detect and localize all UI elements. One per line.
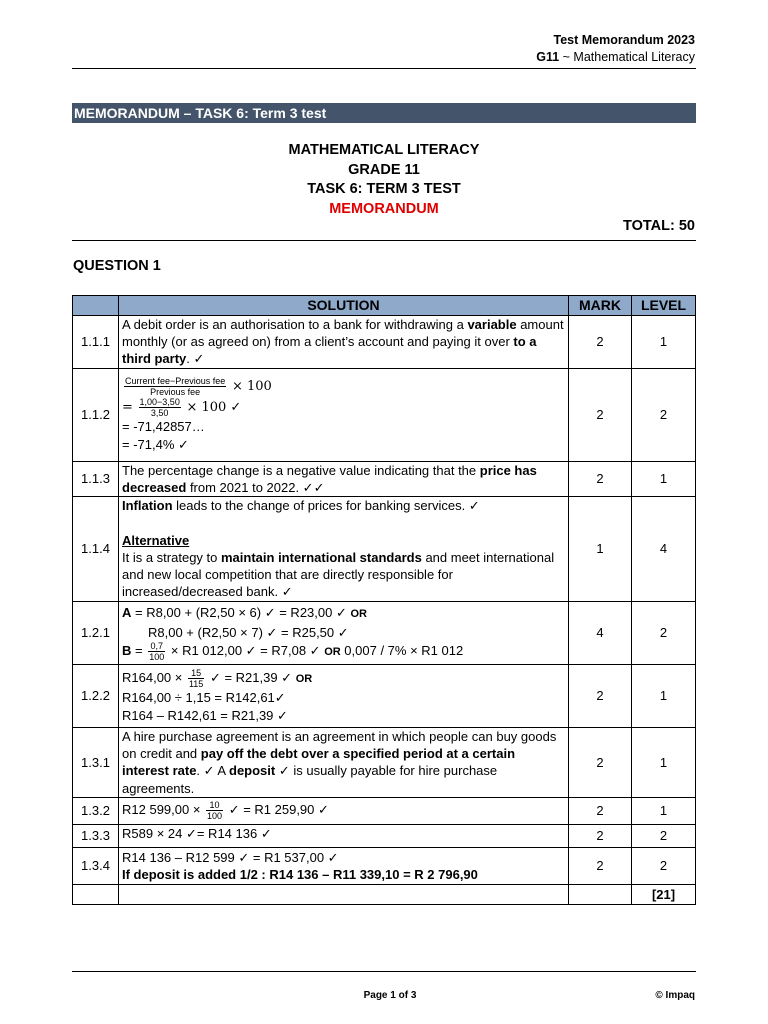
row-mark: 2 <box>569 665 632 728</box>
row-mark: 2 <box>569 368 632 461</box>
row-number: 1.1.2 <box>73 368 119 461</box>
table-row <box>73 797 696 824</box>
table-row <box>73 847 696 884</box>
row-solution: R164,00 × $\frac{15}{115}$ ✓ = R21,39 ✓ OR R164,00 ÷ 1,15 = R142,61✓ R164 – R142,61 = R21,39 ✓ <box>119 665 569 728</box>
row-number: 1.3.2 <box>73 797 119 824</box>
row-number: 1.3.4 <box>73 847 119 884</box>
row-level: 1 <box>632 797 696 824</box>
row-mark: 2 <box>569 847 632 884</box>
page-number: Page 1 of 3 <box>363 990 417 1001</box>
fraction: $\frac{15}{115}$ <box>188 668 204 690</box>
row-level: 1 <box>632 461 696 496</box>
page-header <box>536 32 695 66</box>
row-level: 1 <box>632 728 696 798</box>
section-band: MEMORANDUM – TASK 6: Term 3 test <box>72 103 696 123</box>
row-level: 1 <box>632 316 696 369</box>
row-level: 2 <box>632 847 696 884</box>
total-rule <box>72 240 696 241</box>
row-number: 1.2.2 <box>73 665 119 728</box>
header-level: LEVEL <box>632 296 696 316</box>
title-grade: GRADE 11 <box>348 161 420 178</box>
question-heading: QUESTION 1 <box>73 258 161 274</box>
row-number: 1.1.1 <box>73 316 119 369</box>
header-title: Test Memorandum 2023 <box>553 33 695 47</box>
row-solution: R12 599,00 × $\frac{10}{100}$ ✓ = R1 259,90 ✓ <box>119 797 569 824</box>
footer-rule <box>72 971 696 972</box>
total-marks: TOTAL: 50 <box>623 218 695 234</box>
fraction: $\frac{1,00-3,50}{3,50}$ <box>139 397 180 419</box>
row-solution: R14 136 – R12 599 ✓ = R1 537,00 ✓ If deposit is added 1/2 : R14 136 – R11 339,10 = R 2 796,90 <box>119 847 569 884</box>
row-level: 2 <box>632 602 696 665</box>
row-solution: A = R8,00 + (R2,50 × 6) ✓ = R23,00 ✓ OR R8,00 + (R2,50 × 7) ✓ = R25,50 ✓ B = $\frac{0,7}{100}$ × R1 012,00 ✓ = R7,08 ✓ OR 0,007 / 7% × R1 012 <box>119 602 569 665</box>
row-mark: 2 <box>569 824 632 847</box>
row-mark: 4 <box>569 602 632 665</box>
table-row <box>73 728 696 798</box>
row-mark: 2 <box>569 461 632 496</box>
subtotal-row <box>73 884 696 904</box>
header-subtitle <box>536 49 695 66</box>
subtotal-value: [21] <box>632 884 696 904</box>
title-task: TASK 6: TERM 3 TEST <box>307 181 461 197</box>
row-mark: 2 <box>569 797 632 824</box>
header-mark: MARK <box>569 296 632 316</box>
table-row <box>73 316 696 369</box>
header-grade: G11 <box>536 50 560 64</box>
row-number: 1.1.3 <box>73 461 119 496</box>
header-solution: SOLUTION <box>119 296 569 316</box>
document-titles <box>72 141 696 219</box>
table-row <box>73 665 696 728</box>
header-rule <box>72 68 696 69</box>
row-mark: 2 <box>569 316 632 369</box>
row-mark: 2 <box>569 728 632 798</box>
row-mark: 1 <box>569 497 632 602</box>
row-solution: A hire purchase agreement is an agreement in which people can buy goods on credit and pay off the debt over a specified period at a certain interest rate. ✓ A deposit ✓ is usually payable for hire purchase agreements. <box>119 728 569 798</box>
row-level: 2 <box>632 824 696 847</box>
row-number: 1.3.3 <box>73 824 119 847</box>
row-number: 1.2.1 <box>73 602 119 665</box>
row-solution: A debit order is an authorisation to a bank for withdrawing a variable amount monthly (or as agreed on) from a client’s account and paying it over to a third party. ✓ <box>119 316 569 369</box>
header-num-cell <box>73 296 119 316</box>
row-solution: $\frac{\text{Current fee−Previous fee}}{\text{Previous fee}}$ × 100 = $\frac{1,00-3,50}{3,50}$ × 100 ✓ = -71,42857… = -71,4% ✓ <box>119 368 569 461</box>
header-subject: ~ Mathematical Literacy <box>559 50 695 64</box>
fraction: $\frac{10}{100}$ <box>207 800 223 822</box>
table-row <box>73 824 696 847</box>
row-level: 1 <box>632 665 696 728</box>
row-solution: Inflation leads to the change of prices for banking services. ✓ Alternative It is a strategy to maintain international standards and meet international and new local competition that are directly responsible for increased/decreased bank. ✓ <box>119 497 569 602</box>
table-row <box>73 461 696 496</box>
table-header-row <box>73 296 696 316</box>
fraction: $\frac{\text{Current fee−Previous fee}}{\text{Previous fee}}$ <box>125 376 226 398</box>
title-subject: MATHEMATICAL LITERACY <box>288 142 480 158</box>
memo-table <box>72 295 696 905</box>
table-row <box>73 602 696 665</box>
fraction: $\frac{0,7}{100}$ <box>149 640 165 662</box>
table-row <box>73 497 696 602</box>
table-row <box>73 368 696 461</box>
row-number: 1.3.1 <box>73 728 119 798</box>
row-solution: The percentage change is a negative value indicating that the price has decreased from 2021 to 2022. ✓✓ <box>119 461 569 496</box>
row-solution: R589 × 24 ✓= R14 136 ✓ <box>119 824 569 847</box>
row-number: 1.1.4 <box>73 497 119 602</box>
copyright: © Impaq <box>655 990 695 1001</box>
row-level: 2 <box>632 368 696 461</box>
title-memorandum: MEMORANDUM <box>329 200 439 217</box>
row-level: 4 <box>632 497 696 602</box>
